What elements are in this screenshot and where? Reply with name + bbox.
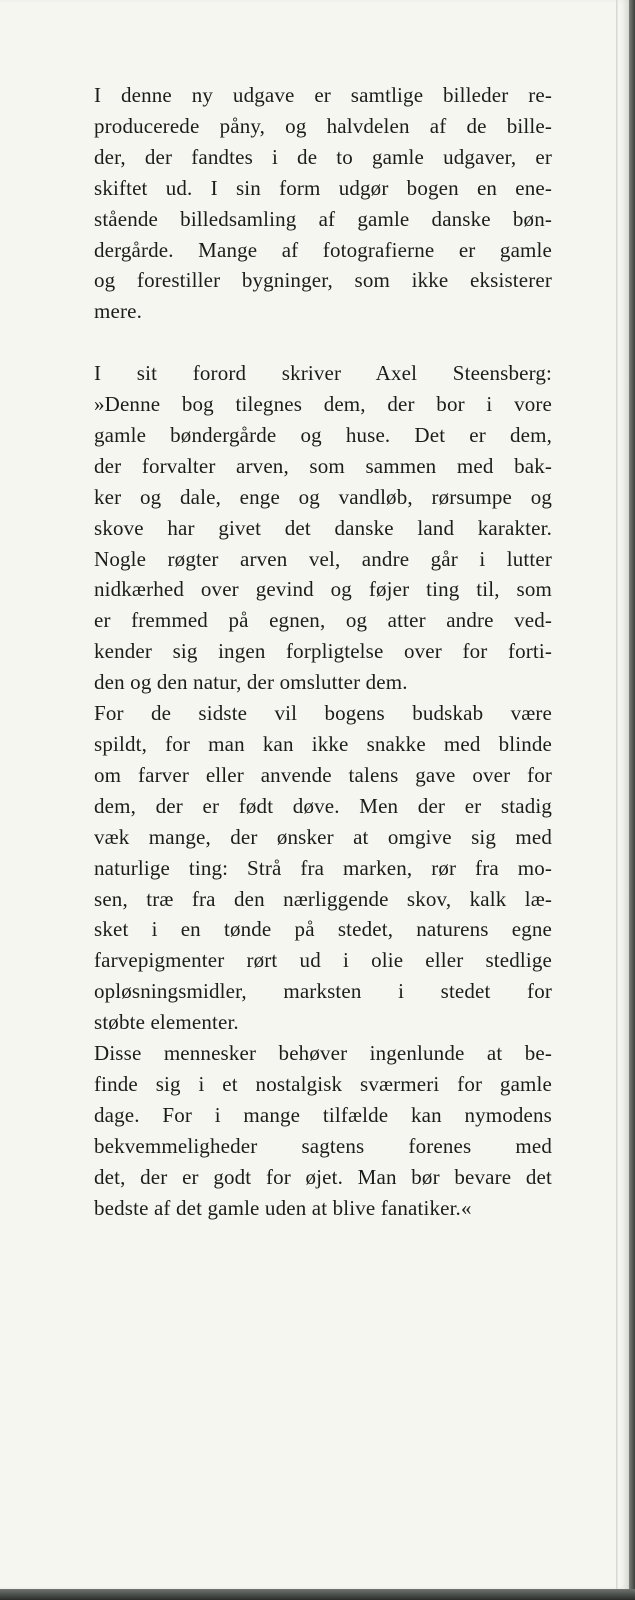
flap-text xyxy=(94,80,552,1224)
paragraph-conclusion xyxy=(94,1038,552,1223)
text-line: væk mange, der ønsker at omgive sig med xyxy=(94,824,552,849)
text-line: I sit forord skriver Axel Steensberg: xyxy=(94,361,552,386)
scan-edge-bottom xyxy=(0,1589,635,1600)
text-line: gamle bøndergårde og huse. Det er dem, xyxy=(94,422,552,447)
text-line: skiftet ud. I sin form udgør bogen en ene- xyxy=(94,175,552,200)
text-line: I denne ny udgave er samtlige billeder re- xyxy=(94,83,552,107)
text-line: dergårde. Mange af fotografierne er gamle xyxy=(94,237,552,262)
text-line: dem, der er født døve. Men der er stadig xyxy=(94,793,552,818)
text-line: nidkærhed over gevind og føjer ting til, som xyxy=(94,577,552,602)
paragraph-new-edition xyxy=(94,80,552,327)
text-line: For de sidste vil bogens budskab være xyxy=(94,701,552,726)
text-line: og forestiller bygninger, som ikke eksisterer xyxy=(94,268,552,293)
text-line: »Denne bog tilegnes dem, der bor i vore xyxy=(94,392,552,417)
text-line: kender sig ingen forpligtelse over for forti- xyxy=(94,639,552,664)
text-line: farvepigmenter rørt ud i olie eller stedlige xyxy=(94,948,552,973)
text-line: finde sig i et nostalgisk sværmeri for gamle xyxy=(94,1071,552,1096)
text-line: mere. xyxy=(94,299,142,324)
text-line: stående billedsamling af gamle danske bøn- xyxy=(94,206,552,231)
text-line: dage. For i mange tilfælde kan nymodens xyxy=(94,1102,552,1127)
text-line: naturlige ting: Strå fra marken, rør fra mo- xyxy=(94,855,552,880)
text-line: ker og dale, enge og vandløb, rørsumpe og xyxy=(94,484,552,509)
paragraph-gap xyxy=(94,327,552,358)
text-line: det, der er godt for øjet. Man bør bevare det xyxy=(94,1164,552,1189)
text-line: spildt, for man kan ikke snakke med blinde xyxy=(94,732,552,757)
text-line: den og den natur, der omslutter dem. xyxy=(94,670,408,695)
text-line: der forvalter arven, som sammen med bak- xyxy=(94,453,552,478)
text-line: om farver eller anvende talens gave over for xyxy=(94,762,552,787)
paragraph-blind-deaf xyxy=(94,698,552,1038)
text-line: sket i en tønde på stedet, naturens egne xyxy=(94,917,552,942)
text-line: støbte elementer. xyxy=(94,1010,239,1035)
text-line: skove har givet det danske land karakter. xyxy=(94,515,552,540)
text-line: bekvemmeligheder sagtens forenes med xyxy=(94,1133,552,1158)
text-line: Disse mennesker behøver ingenlunde at be- xyxy=(94,1041,552,1066)
text-line: producerede påny, og halvdelen af de bille- xyxy=(94,113,552,138)
text-line: sen, træ fra den nærliggende skov, kalk læ- xyxy=(94,886,552,911)
scan-edge-right xyxy=(629,0,635,1589)
text-line: Nogle røgter arven vel, andre går i lutter xyxy=(94,546,552,571)
text-line: opløsningsmidler, marksten i stedet for xyxy=(94,979,552,1004)
paragraph-foreword-quote xyxy=(94,358,552,698)
text-line: der, der fandtes i de to gamle udgaver, er xyxy=(94,144,552,169)
flap-fold-line xyxy=(616,0,618,1589)
text-line: bedste af det gamle uden at blive fanatiker.« xyxy=(94,1195,472,1220)
text-line: er fremmed på egnen, og atter andre ved- xyxy=(94,608,552,633)
